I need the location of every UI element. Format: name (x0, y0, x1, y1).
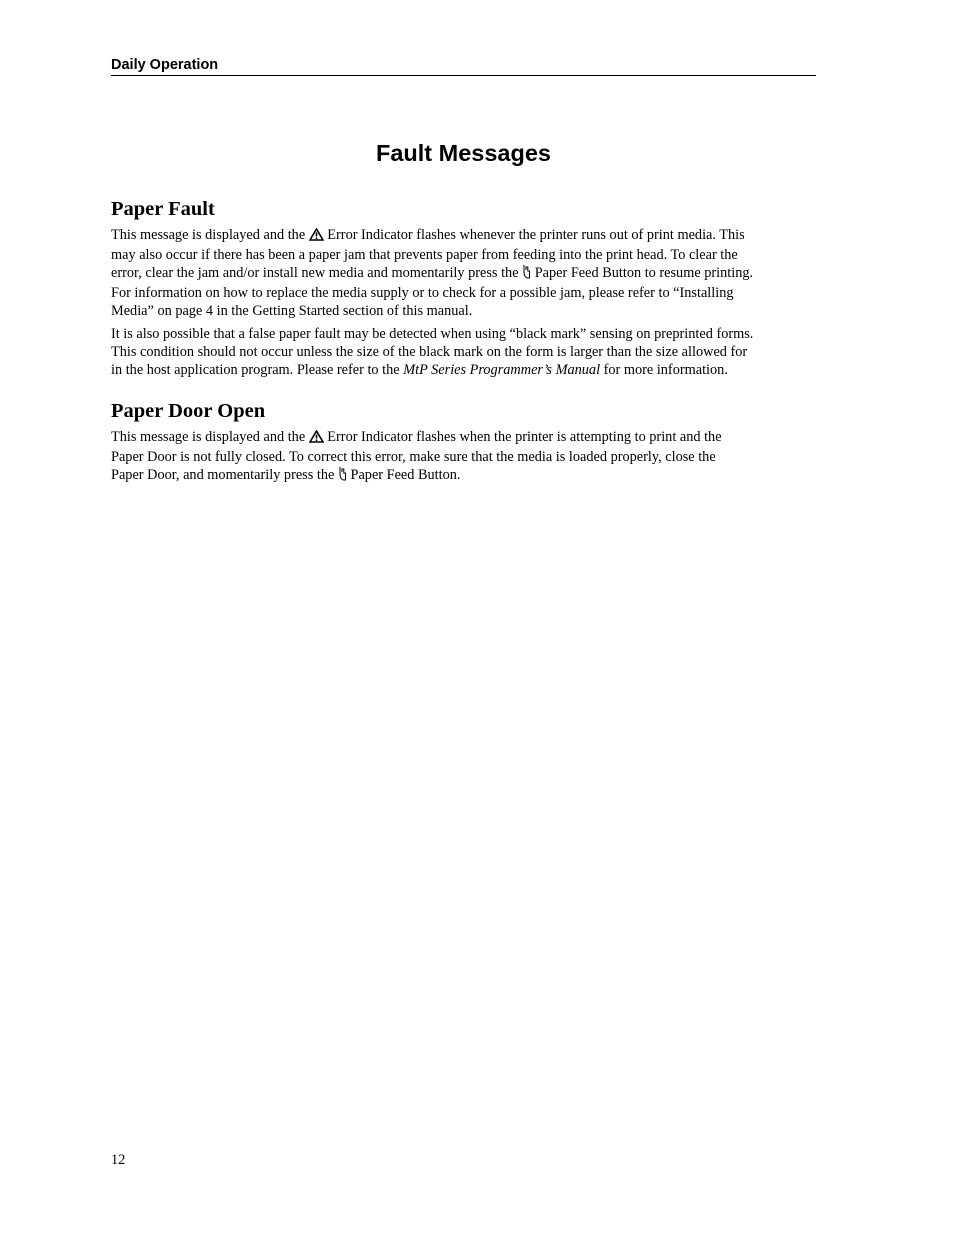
text-line: error, clear the jam and/or install new media and momentarily press the Paper Feed Button to resume printing. (111, 264, 821, 284)
text-line: It is also possible that a false paper fault may be detected when using “black mark” sensing on preprinted forms. (111, 326, 754, 342)
text-line: This message is displayed and the Error Indicator flashes when the printer is attempting to print and the (111, 428, 821, 448)
heading-paper-fault: Paper Fault (111, 198, 215, 220)
warning-triangle-icon (309, 228, 324, 246)
paper-feed-icon (522, 264, 531, 284)
paragraph-paper-fault-2 (111, 325, 821, 379)
text-line: For information on how to replace the media supply or to check for a possible jam, please refer to “Installing (111, 285, 734, 302)
text-line: in the host application program. Please refer to the MtP Series Programmer’s Manual for more information. (111, 362, 728, 379)
running-header: Daily Operation (111, 57, 816, 76)
text-line: Paper Door, and momentarily press the Paper Feed Button. (111, 466, 821, 486)
text-line: This condition should not occur unless the size of the black mark on the form is larger than the size allowed for (111, 344, 748, 361)
text-line: This message is displayed and the Error Indicator flashes whenever the printer runs out of print media. This (111, 226, 821, 246)
paragraph-paper-fault-1 (111, 226, 821, 320)
page-title: Fault Messages (375, 140, 551, 166)
paragraph-paper-door-open (111, 428, 821, 486)
warning-triangle-icon (309, 430, 324, 448)
heading-paper-door-open: Paper Door Open (111, 400, 266, 422)
page-number: 12 (111, 1152, 126, 1168)
manual-title: MtP Series Programmer’s Manual (403, 362, 601, 379)
text-line: Paper Door is not fully closed. To correct this error, make sure that the media is loaded properly, close the (111, 449, 716, 466)
text-line: Media” on page 4 in the Getting Started section of this manual. (111, 303, 473, 320)
text-line: may also occur if there has been a paper jam that prevents paper from feeding into the print head. To clear the (111, 247, 738, 264)
paper-feed-icon (338, 466, 347, 486)
